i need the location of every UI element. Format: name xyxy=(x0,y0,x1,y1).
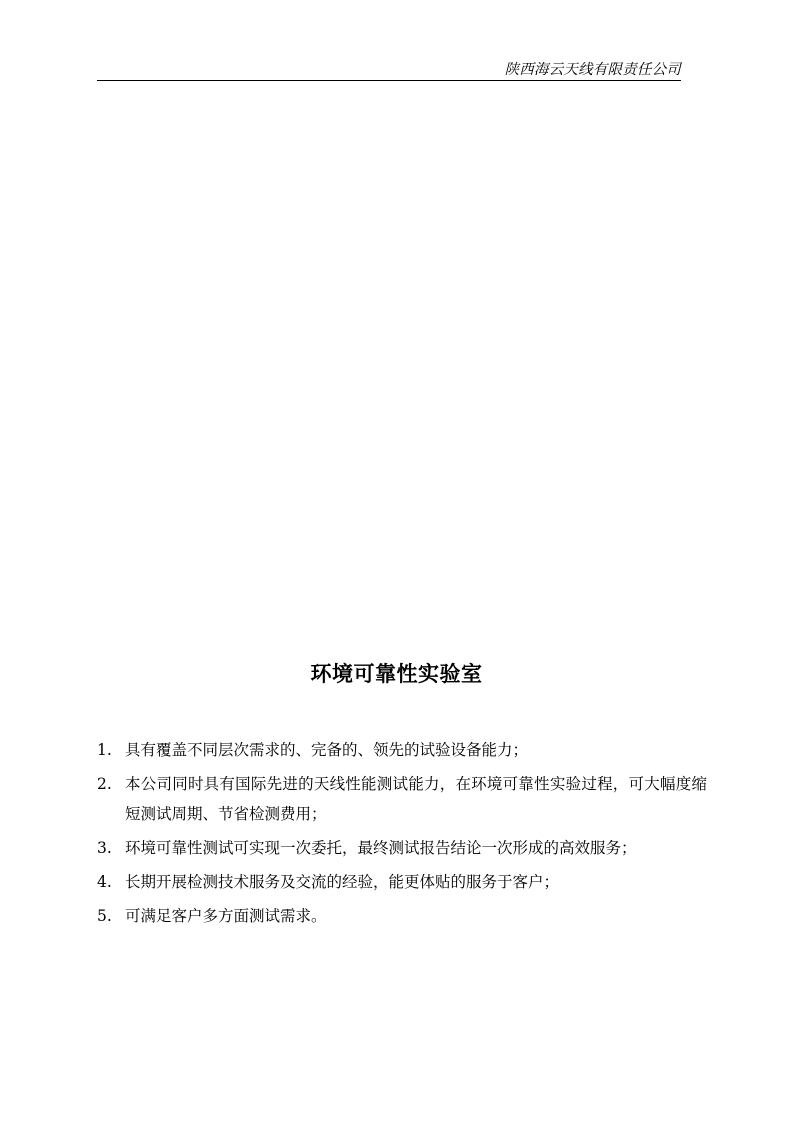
page-header xyxy=(97,56,681,81)
list-item xyxy=(97,833,707,863)
list-item-number: 1. xyxy=(97,741,112,759)
list-item-text: 具有覆盖不同层次需求的、完备的、领先的试验设备能力； xyxy=(125,741,529,759)
section-title: 环境可靠性实验室 xyxy=(310,662,483,686)
list-item-number: 5. xyxy=(97,907,112,925)
list-item-text: 环境可靠性测试可实现一次委托，最终测试报告结论一次形成的高效服务； xyxy=(125,839,637,857)
list-item xyxy=(97,769,707,829)
header-company-name: 陕西海云天线有限责任公司 xyxy=(504,62,681,78)
list-item xyxy=(97,867,707,897)
feature-list xyxy=(97,735,707,935)
list-item-number: 3. xyxy=(97,839,112,857)
list-item-text: 本公司同时具有国际先进的天线性能测试能力，在环境可靠性实验过程，可大幅度缩短测试周期、节省检测费用； xyxy=(125,775,707,823)
list-item-number: 2. xyxy=(97,775,112,793)
list-item-text: 长期开展检测技术服务及交流的经验，能更体贴的服务于客户； xyxy=(125,873,560,891)
list-item xyxy=(97,901,707,931)
list-item-text: 可满足客户多方面测试需求。 xyxy=(125,907,327,925)
list-item xyxy=(97,735,707,765)
list-item-number: 4. xyxy=(97,873,112,891)
